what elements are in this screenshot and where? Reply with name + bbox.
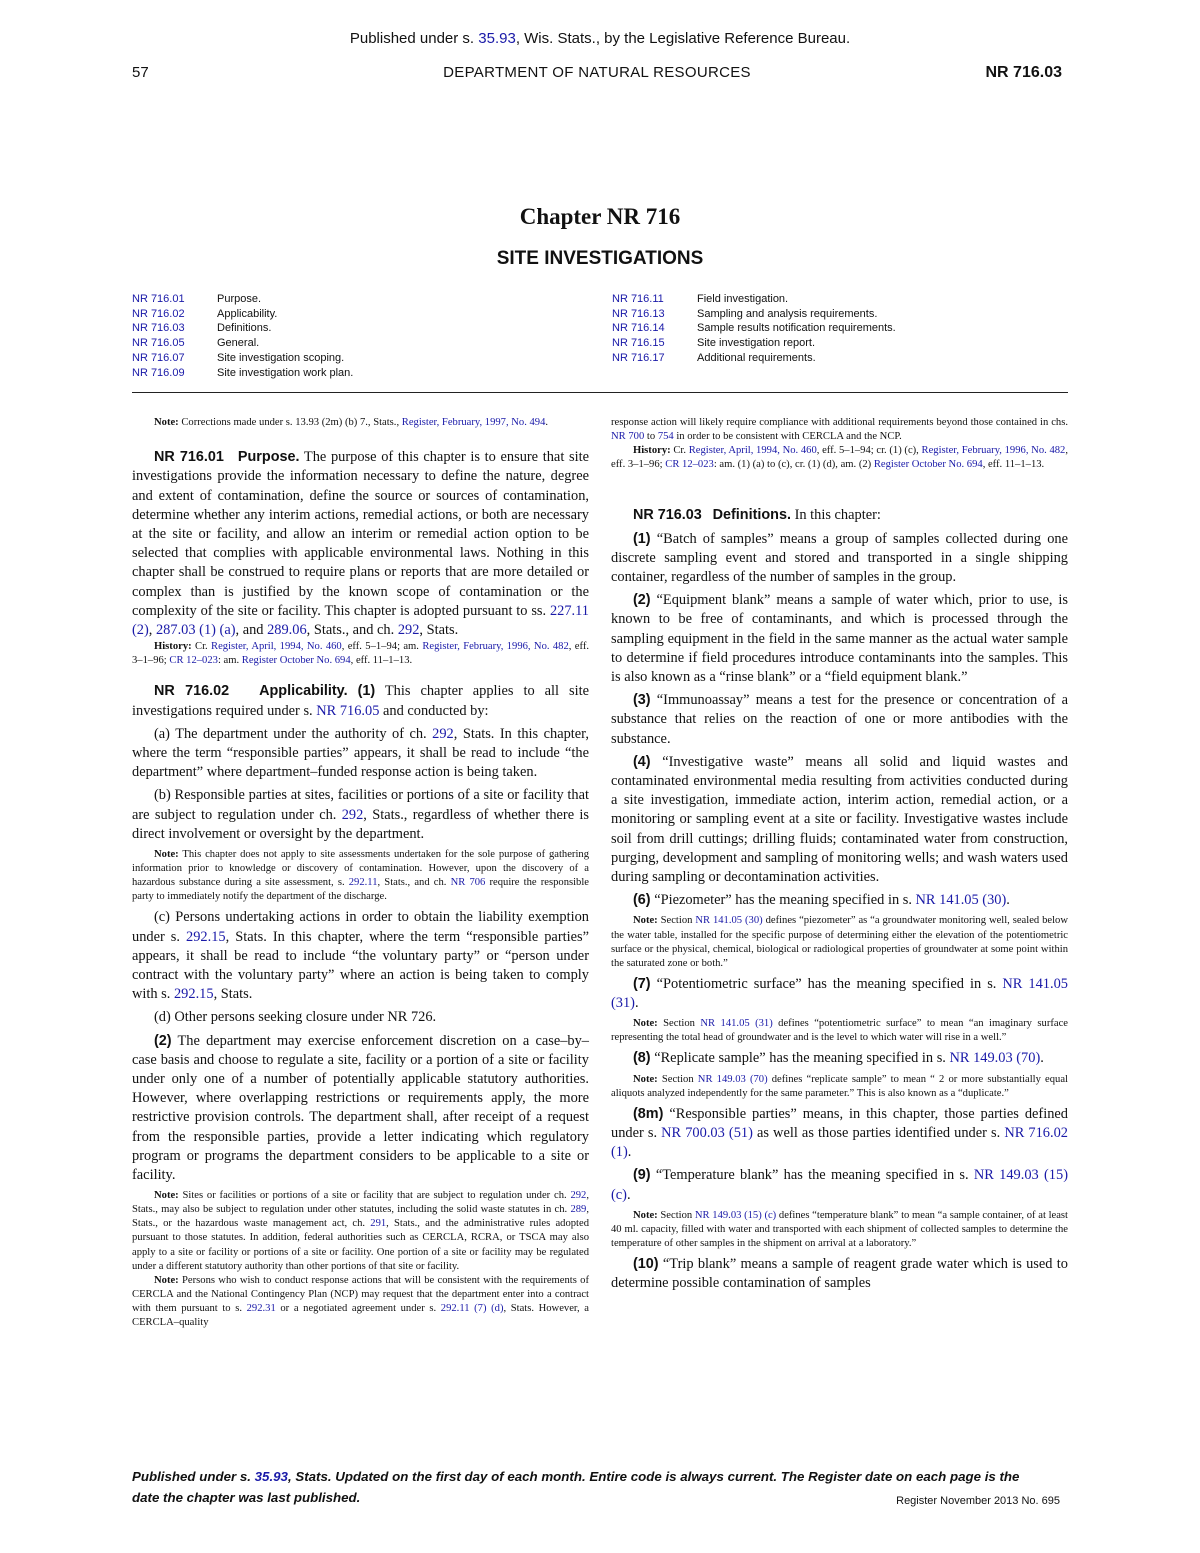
paragraph-text: (b) Responsible parties at sites, facilities or portions of a site or facility that are subject to regulation under ch.	[132, 787, 589, 823]
toc-entry[interactable]	[132, 292, 592, 307]
paragraph-text: , Stats., regardless of whether there is direct involvement or oversight by the department.	[132, 806, 589, 842]
statute-link[interactable]: 292.11 (7) (d)	[440, 1302, 504, 1314]
section-text: , Stats., and ch.	[306, 621, 398, 638]
toc-entry[interactable]	[612, 292, 1072, 307]
note-label: Note:	[633, 1073, 658, 1085]
toc-right	[612, 292, 1072, 366]
note-text: This chapter does not apply to site assessments undertaken for the sole purpose of gathering information prior to knowledge or discovery of contamination. However, upon the discovery of a hazardous substance during a site assessment, s.	[132, 848, 589, 889]
statute-link[interactable]: 292	[397, 621, 420, 638]
register-link[interactable]: Register October No. 694	[241, 655, 351, 667]
history-716-01	[132, 640, 589, 668]
toc-number[interactable]: NR 716.09	[132, 366, 185, 379]
statute-link[interactable]: 292.15	[186, 928, 226, 945]
section-title: Purpose.	[237, 449, 300, 466]
toc-number[interactable]: NR 716.05	[132, 337, 185, 350]
history-text: , eff. 3–1–96;	[132, 641, 589, 667]
definition-8m	[611, 1105, 1068, 1163]
note-text: Section	[657, 1018, 701, 1030]
register-link[interactable]: CR 12–023	[169, 655, 218, 667]
toc-title: Purpose.	[217, 293, 262, 305]
statute-link[interactable]: 291	[370, 1218, 387, 1230]
toc-number[interactable]: NR 716.15	[612, 337, 665, 350]
toc-entry[interactable]	[612, 307, 1072, 322]
section-number: NR 716.01	[154, 449, 224, 466]
footer-text: , Stats. Updated on the first day of each month. Entire code is always current. The Register date on each page is the date the chapter was last published.	[132, 1469, 1020, 1505]
history-text: Cr.	[191, 641, 212, 653]
toc-entry[interactable]	[132, 307, 592, 322]
subsection-number: (9)	[633, 1167, 651, 1184]
definition-text: “Replicate sample” has the meaning specified in s.	[650, 1050, 950, 1067]
toc-number[interactable]: NR 716.17	[612, 351, 665, 364]
toc-entry[interactable]	[132, 351, 592, 366]
note-text: or a negotiated agreement under s.	[275, 1302, 441, 1314]
statute-link[interactable]: 292.11	[348, 877, 378, 889]
section-716-02	[132, 682, 589, 720]
section-text: ,	[148, 621, 156, 638]
toc-title: Definitions.	[217, 322, 272, 335]
note-text: .	[545, 417, 549, 428]
statute-link[interactable]: 292	[432, 725, 454, 742]
statute-link[interactable]: NR 141.05 (30)	[695, 915, 763, 927]
history-text: : am. (1) (a) to (c), cr. (1) (d), am. (2)	[713, 459, 874, 471]
note-label: Note:	[633, 1209, 658, 1221]
toc-number[interactable]: NR 716.14	[612, 322, 665, 335]
section-text: The purpose of this chapter is to ensure that site investigations provide the information necessary to define the nature, degree and extent of contamination, define the source or sources of contamination, determine whether any interim actions, remedial actions, or both are necessary at the site or facility, and allow an interim or remedial action option to be selected that complies with applicable environmental laws. Nothing in this chapter shall be construed to require plans or reports that are more detailed or complex than is justified by the known scope of contamination or the complexity of the site or facility. This chapter is adopted pursuant to ss.	[132, 449, 589, 619]
note-text: defines “temperature blank” to mean “a sample container, of at least 40 ml. capacity, filled with water and transported with each shipment of collected samples to determine the temperature of other samples in the shipment on arrival at a laboratory.”	[611, 1209, 1069, 1249]
statute-link[interactable]: 289.06	[267, 621, 307, 638]
note-label: Note:	[633, 1018, 658, 1030]
register-date: Register November 2013 No. 695	[896, 1495, 1060, 1507]
note-text: in order to be consistent with CERCLA and the NCP.	[673, 431, 902, 443]
history-716-02	[611, 444, 1068, 472]
history-text: : am.	[217, 655, 242, 667]
definition-10	[611, 1255, 1068, 1293]
register-link[interactable]: Register, February, 1997, No. 494	[401, 417, 546, 428]
definition-8	[611, 1049, 1068, 1068]
right-column	[611, 416, 1068, 1294]
subsection-2	[132, 1032, 589, 1186]
section-716-03	[611, 506, 1068, 525]
paragraph-text: The department may exercise enforcement discretion on a case–by–case basis and choose to regulate a site, facility or a portion of a site or facility under only one of a number of potentially applicable statutory authorities. However, where overlapping restrictions or requirements apply, the more restrictive provision controls. The department shall, after receipt of a request from the responsible parties, provide a letter indicating which regulatory program or programs the department considers to be applicable to a site or facility.	[132, 1032, 589, 1183]
statute-link[interactable]: NR 716.05	[316, 702, 380, 719]
definition-3	[611, 691, 1068, 749]
note-text: Section	[657, 1073, 698, 1085]
toc-entry[interactable]	[132, 321, 592, 336]
history-label: History:	[633, 445, 671, 457]
section-716-01	[132, 448, 589, 640]
paragraph-text: , Stats. In this chapter, where the term “responsible parties” appears, it shall be read to include “the voluntary party” or “person under contract with the voluntary party” where an action is being taken to comply with s.	[132, 928, 589, 1003]
history-text: , eff. 5–1–94; cr. (1) (c),	[816, 445, 922, 457]
history-text: , eff. 3–1–96;	[611, 445, 1068, 471]
subsection-number: (7)	[633, 975, 651, 992]
definition-text: .	[1006, 892, 1010, 909]
statute-link[interactable]: 227.11 (2)	[132, 602, 589, 638]
note-label: Note:	[154, 1274, 179, 1286]
register-link[interactable]: Register, February, 1996, No. 482	[422, 641, 569, 653]
statute-link[interactable]: NR 141.05 (30)	[915, 892, 1007, 909]
definition-text: “Investigative waste” means all solid and liquid wastes and contaminated environmental media resulting from activities conducted during a site investigation, immediate action, interim action, remedial action, or a monitoring or sampling event at a site or facility. Investigative wastes include soil from drill cuttings; drilling fluids; contaminated water from construction, purging, development and sampling of monitoring wells; and wash waters used during sampling or decontamination activities.	[611, 753, 1068, 886]
left-column	[132, 416, 589, 1330]
toc-number[interactable]: NR 716.11	[612, 293, 664, 305]
section-text: , Stats.	[419, 621, 459, 638]
definition-text: “Temperature blank” has the meaning specified in s.	[650, 1167, 974, 1184]
history-text: Cr.	[670, 445, 689, 457]
statute-link[interactable]: NR 149.03 (70)	[949, 1050, 1041, 1067]
statute-link[interactable]: 292.15	[173, 986, 214, 1003]
section-title: Definitions.	[712, 507, 791, 524]
definition-text: “Trip blank” means a sample of reagent grade water which is used to determine possible contamination of samples	[611, 1256, 1068, 1292]
statute-link[interactable]: NR 149.03 (70)	[697, 1073, 768, 1085]
toc-title: Additional requirements.	[697, 351, 816, 364]
chapter-subtitle: SITE INVESTIGATIONS	[496, 248, 704, 269]
subsection-number: (1)	[357, 683, 376, 700]
note-text: , Stats., or the hazardous waste management act, ch.	[132, 1204, 589, 1230]
toc-number[interactable]: NR 716.07	[132, 351, 185, 364]
definition-text: “Equipment blank” means a sample of water which, prior to use, is known to be free of contaminants, and which is processed through the sampling equipment in the field in the same manner as the actual water sample to determine if field procedures introduce contaminants into the samples. This is also known as a “rinse blank” or a “field equipment blank.”	[611, 592, 1068, 685]
definition-6	[611, 891, 1068, 910]
paragraph-text: , Stats.	[213, 986, 253, 1003]
statute-link[interactable]: NR 700	[611, 431, 645, 443]
note-text: defines “replicate sample” to mean “ 2 or more substantially equal aliquots analyzed independently for the same parameter.” This is also known as a “duplicate.”	[611, 1073, 1068, 1099]
toc-entry[interactable]	[612, 321, 1072, 336]
statute-link[interactable]: NR 141.05 (31)	[611, 975, 1068, 1012]
statute-link[interactable]: 35.93	[254, 1469, 288, 1484]
toc-entry[interactable]	[612, 351, 1072, 366]
register-link[interactable]: Register, February, 1996, No. 482	[921, 445, 1066, 457]
statute-link[interactable]: NR 141.05 (31)	[700, 1018, 773, 1030]
definition-9	[611, 1166, 1068, 1204]
department-name: DEPARTMENT OF NATURAL RESOURCES	[443, 64, 751, 81]
definition-text: .	[1040, 1050, 1044, 1067]
note-text: , Stats., may also be subject to regulation under other statutes, including the solid waste statutes in ch.	[132, 1190, 589, 1216]
section-number: NR 716.02	[154, 683, 230, 700]
toc-entry[interactable]	[132, 366, 592, 381]
toc-number[interactable]: NR 716.01	[132, 293, 185, 305]
toc-title: Site investigation work plan.	[217, 366, 354, 379]
paragraph-text: , Stats. In this chapter, where the term “responsible parties” appears, it shall be read to include “the department” where department–funded response action is being taken.	[132, 725, 589, 781]
register-link[interactable]: Register, April, 1994, No. 460	[211, 641, 342, 653]
statute-link[interactable]: 292	[341, 806, 364, 823]
statute-link[interactable]: 287.03 (1) (a)	[155, 621, 236, 638]
section-title: Applicability.	[259, 683, 348, 700]
definition-text: “Responsible parties” means, in this chapter, those parties defined under s.	[611, 1105, 1068, 1141]
subsection-number: (8)	[633, 1050, 651, 1067]
history-text: , eff. 11–1–13.	[350, 655, 413, 667]
toc-title: Sampling and analysis requirements.	[697, 307, 878, 320]
toc-number[interactable]: NR 716.03	[132, 322, 185, 335]
subsection-number: (4)	[633, 753, 651, 770]
subsection-number: (10)	[633, 1256, 659, 1273]
definition-text: as well as those parties identified under s.	[752, 1125, 1005, 1141]
statute-link[interactable]: 292.31	[246, 1302, 276, 1314]
register-link[interactable]: CR 12–023	[665, 459, 714, 471]
toc-title: Field investigation.	[697, 293, 789, 305]
section-text: , and	[235, 621, 268, 638]
definition-text: “Immunoassay” means a test for the presence or concentration of a substance that relies on the reaction of one or more antibodies with the substance.	[611, 692, 1068, 747]
paragraph-b	[132, 786, 589, 844]
toc-title: Site investigation scoping.	[217, 351, 345, 364]
footer-text: Published under s.	[132, 1469, 255, 1484]
note-text: Corrections made under s. 13.93 (2m) (b) 7., Stats.,	[178, 417, 402, 428]
note-text: , Stats., and the administrative rules adopted pursuant to those statutes. In addition, federal authorities such as CERCLA, RCRA, or TSCA may also apply to a site or facility or portions of a site or facility. One portion of a site or facility may be regulated under a different statutory authority than other portions of that site or facility.	[132, 1218, 589, 1272]
note-corrections	[132, 416, 589, 430]
definition-2	[611, 591, 1068, 687]
note-text: to	[644, 431, 658, 443]
note-text: Section	[657, 1209, 695, 1221]
statute-link[interactable]: NR 706	[450, 877, 486, 889]
note-text: Sites or facilities or portions of a site or facility that are subject to regulation under ch.	[178, 1190, 571, 1202]
note-text: defines “piezometer” as “a groundwater monitoring well, sealed below the water table, installed for the specific purpose of determining either the elevation of the potentiometric surface or the physical, chemical, biological or radiological properties of groundwater at some point within the saturated zone or both.”	[611, 915, 1069, 969]
note-text: response action will likely require compliance with additional requirements beyond those contained in chs.	[611, 417, 1068, 428]
note-label: Note:	[154, 1190, 179, 1202]
section-text: This chapter applies to all site investigations required under s.	[132, 683, 589, 719]
paragraph-a	[132, 725, 589, 783]
note-temperature	[611, 1209, 1068, 1251]
divider-rule	[132, 392, 1068, 393]
toc-title: General.	[217, 337, 260, 350]
section-text: and conducted by:	[379, 702, 489, 719]
paragraph-text: (a) The department under the authority of ch.	[154, 725, 433, 742]
subsection-number: (1)	[633, 530, 651, 547]
note-cercla-continued	[611, 416, 1068, 444]
subsection-number: (3)	[633, 692, 651, 709]
note-text: Section	[657, 915, 696, 927]
note-label: Note:	[154, 848, 179, 860]
history-text: , eff. 11–1–13.	[982, 459, 1045, 471]
notice-text: Published under s.	[349, 30, 479, 47]
paragraph-d: (d) Other persons seeking closure under NR 726.	[154, 1009, 437, 1026]
page-number: 57	[132, 64, 149, 81]
paragraph-text: (c) Persons undertaking actions in order to obtain the liability exemption under s.	[132, 909, 589, 945]
register-link[interactable]: Register, April, 1994, No. 460	[688, 445, 817, 457]
toc-number[interactable]: NR 716.13	[612, 307, 665, 320]
header-section: NR 716.03	[985, 64, 1062, 81]
toc-title: Sample results notification requirements.	[697, 322, 896, 335]
toc-number[interactable]: NR 716.02	[132, 307, 185, 320]
definition-7	[611, 975, 1068, 1013]
publication-notice	[0, 30, 1200, 47]
subsection-number: (2)	[154, 1032, 172, 1049]
statute-link[interactable]: NR 149.03 (15) (c)	[611, 1167, 1068, 1203]
section-number: NR 716.03	[633, 507, 702, 524]
notice-text: , Wis. Stats., by the Legislative Reference Bureau.	[515, 30, 851, 47]
definition-4	[611, 753, 1068, 887]
subsection-number: (2)	[633, 592, 651, 609]
paragraph-c	[132, 908, 589, 1004]
toc-title: Applicability.	[217, 307, 278, 320]
note-text: , Stats. However, a CERCLA–quality	[132, 1302, 589, 1328]
note-cercla	[132, 1274, 589, 1330]
note-site-assessments	[132, 848, 589, 904]
statute-link[interactable]: 35.93	[478, 30, 516, 47]
toc-left	[132, 292, 592, 380]
definition-text: .	[627, 1144, 632, 1161]
note-replicate	[611, 1073, 1068, 1101]
statute-link[interactable]: 289	[570, 1204, 587, 1216]
section-text: In this chapter:	[790, 507, 881, 524]
definition-text: “Potentiometric surface” has the meaning specified in s.	[650, 975, 1003, 992]
toc-entry[interactable]	[612, 336, 1072, 351]
running-header	[132, 64, 1062, 84]
history-text: , eff. 5–1–94; am.	[341, 641, 423, 653]
statute-link[interactable]: NR 716.02 (1)	[611, 1125, 1068, 1161]
note-piezometer	[611, 914, 1068, 970]
note-text: defines “potentiometric surface” to mean “an imaginary surface representing the total head of groundwater and is the level to which water will rise in a well.”	[611, 1018, 1068, 1044]
definition-text: “Piezometer” has the meaning specified in s.	[650, 892, 916, 909]
definition-text: .	[626, 1186, 631, 1203]
statute-link[interactable]: NR 149.03 (15) (c)	[694, 1209, 777, 1221]
definition-text: “Batch of samples” means a group of samples collected during one discrete sampling event and stored and transported in a single shipping container, regardless of the number of samples in the group.	[611, 530, 1068, 585]
note-label: Note:	[633, 915, 658, 927]
note-regulation	[132, 1189, 589, 1274]
statute-link[interactable]: NR 700.03 (51)	[661, 1125, 753, 1141]
statute-link[interactable]: 292	[570, 1190, 587, 1202]
note-text: require the responsible party to immediately notify the department of the discharge.	[132, 877, 589, 903]
definition-1	[611, 530, 1068, 588]
register-link[interactable]: Register October No. 694	[873, 459, 983, 471]
toc-title: Site investigation report.	[697, 337, 816, 350]
toc-entry[interactable]	[132, 336, 592, 351]
subsection-number: (8m)	[633, 1105, 664, 1122]
note-text: , Stats., and ch.	[377, 877, 451, 889]
chapter-title: Chapter NR 716	[519, 204, 681, 229]
note-text: Persons who wish to conduct response actions that will be consistent with the requirements of CERCLA and the National Contingency Plan (NCP) may request that the department enter into a contract with them pursuant to s.	[132, 1274, 589, 1314]
definition-text: .	[634, 995, 639, 1012]
statute-link[interactable]: 754	[657, 431, 674, 443]
note-potentiometric	[611, 1017, 1068, 1045]
note-label: Note:	[154, 417, 179, 428]
subsection-number: (6)	[633, 892, 651, 909]
history-label: History:	[154, 641, 192, 653]
